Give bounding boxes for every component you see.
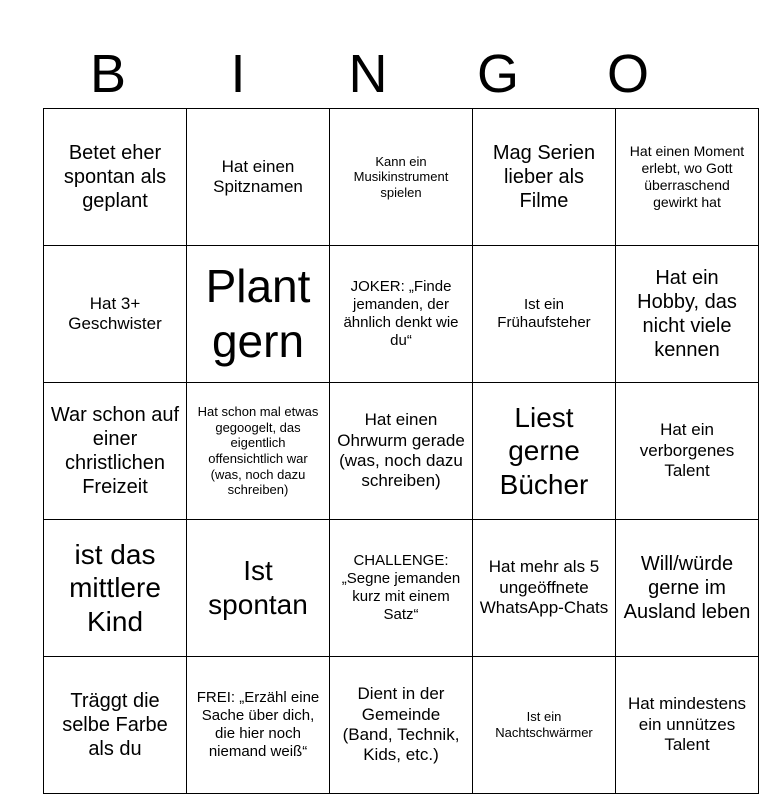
- bingo-cell[interactable]: Hat mehr als 5 ungeöffnete WhatsApp-Chats: [473, 520, 616, 657]
- bingo-cell[interactable]: Dient in der Gemeinde (Band, Technik, Kids, etc.): [330, 657, 473, 794]
- header-letter-i: I: [230, 44, 246, 104]
- bingo-cell[interactable]: Hat ein Hobby, das nicht viele kennen: [616, 246, 759, 383]
- bingo-cell[interactable]: Hat ein verborgenes Talent: [616, 383, 759, 520]
- bingo-cell[interactable]: Hat 3+ Geschwister: [44, 246, 187, 383]
- bingo-cell[interactable]: Ist ein Nachtschwärmer: [473, 657, 616, 794]
- bingo-cell[interactable]: Hat einen Ohrwurm gerade (was, noch dazu schreiben): [330, 383, 473, 520]
- bingo-cell[interactable]: Ist spontan: [187, 520, 330, 657]
- bingo-cell[interactable]: Plant gern: [187, 246, 330, 383]
- header-letter-g: G: [476, 44, 519, 104]
- bingo-cell[interactable]: War schon auf einer christlichen Freizeit: [44, 383, 187, 520]
- bingo-cell[interactable]: Will/würde gerne im Ausland leben: [616, 520, 759, 657]
- bingo-cell[interactable]: Liest gerne Bücher: [473, 383, 616, 520]
- bingo-cell[interactable]: Ist ein Frühaufsteher: [473, 246, 616, 383]
- bingo-grid: [43, 108, 759, 794]
- bingo-cell[interactable]: Träggt die selbe Farbe als du: [44, 657, 187, 794]
- bingo-cell[interactable]: CHALLENGE: „Segne jemanden kurz mit einem Satz“: [330, 520, 473, 657]
- bingo-row: [44, 520, 759, 657]
- bingo-cell[interactable]: Hat schon mal etwas gegoogelt, das eigentlich offensichtlich war (was, noch dazu schreiben): [187, 383, 330, 520]
- bingo-row: [44, 657, 759, 794]
- header-letter-o: O: [606, 44, 649, 104]
- bingo-cell[interactable]: Kann ein Musikinstrument spielen: [330, 109, 473, 246]
- bingo-row: [44, 246, 759, 383]
- bingo-header: [43, 40, 693, 108]
- bingo-cell[interactable]: Hat einen Spitznamen: [187, 109, 330, 246]
- bingo-cell[interactable]: FREI: „Erzähl eine Sache über dich, die hier noch niemand weiß“: [187, 657, 330, 794]
- bingo-row: [44, 383, 759, 520]
- bingo-cell[interactable]: Betet eher spontan als geplant: [44, 109, 187, 246]
- bingo-cell[interactable]: Hat einen Moment erlebt, wo Gott überraschend gewirkt hat: [616, 109, 759, 246]
- bingo-cell[interactable]: Mag Serien lieber als Filme: [473, 109, 616, 246]
- header-letter-b: B: [89, 44, 127, 104]
- bingo-row: [44, 109, 759, 246]
- header-letter-n: N: [348, 44, 388, 104]
- bingo-cell[interactable]: JOKER: „Finde jemanden, der ähnlich denkt wie du“: [330, 246, 473, 383]
- bingo-cell[interactable]: Hat mindestens ein unnützes Talent: [616, 657, 759, 794]
- bingo-cell[interactable]: ist das mittlere Kind: [44, 520, 187, 657]
